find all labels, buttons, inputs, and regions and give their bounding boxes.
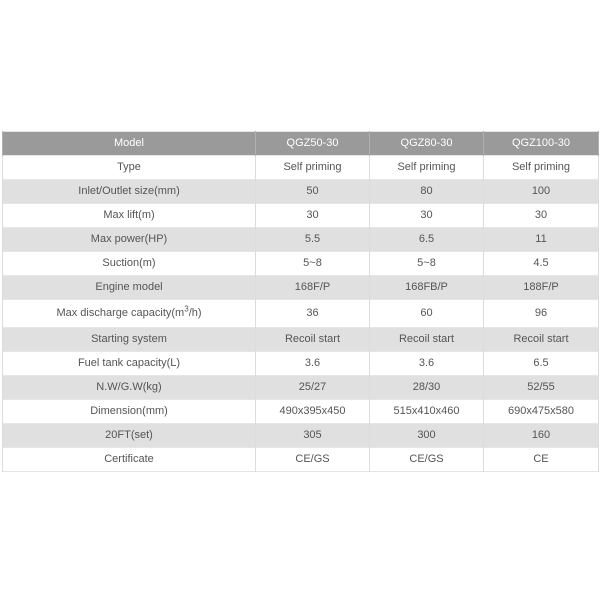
cell: CE/GS: [256, 448, 370, 472]
cell: Recoil start: [256, 328, 370, 352]
cell: 5~8: [256, 252, 370, 276]
cell: 490x395x450: [256, 400, 370, 424]
cell: 3.6: [256, 352, 370, 376]
cell: 50: [256, 180, 370, 204]
cell: 515x410x460: [370, 400, 484, 424]
cell: 96: [484, 300, 599, 328]
cell: Self priming: [256, 156, 370, 180]
row-label: Starting system: [3, 328, 256, 352]
cell: 25/27: [256, 376, 370, 400]
cell: 100: [484, 180, 599, 204]
cell: 28/30: [370, 376, 484, 400]
cell: 80: [370, 180, 484, 204]
table-row-starting-system: [3, 328, 599, 352]
cell: 690x475x580: [484, 400, 599, 424]
cell: CE/GS: [370, 448, 484, 472]
table-row-inlet-outlet-size: [3, 180, 599, 204]
table-row-20ft-set: [3, 424, 599, 448]
header-qgz100-30: QGZ100-30: [484, 132, 599, 156]
row-label: Engine model: [3, 276, 256, 300]
cell: 4.5: [484, 252, 599, 276]
cell: 305: [256, 424, 370, 448]
row-label: 20FT(set): [3, 424, 256, 448]
cell: 300: [370, 424, 484, 448]
row-label: Dimension(mm): [3, 400, 256, 424]
row-label: Type: [3, 156, 256, 180]
row-label-suffix: /h): [188, 307, 202, 319]
table-row-nw-gw: [3, 376, 599, 400]
cell: 52/55: [484, 376, 599, 400]
row-label: Inlet/Outlet size(mm): [3, 180, 256, 204]
cell: 60: [370, 300, 484, 328]
cell: 6.5: [484, 352, 599, 376]
table-row-type: [3, 156, 599, 180]
cell: 168FB/P: [370, 276, 484, 300]
cell: 5.5: [256, 228, 370, 252]
cell: Self priming: [484, 156, 599, 180]
header-model: Model: [3, 132, 256, 156]
cell: 5~8: [370, 252, 484, 276]
cell: Recoil start: [484, 328, 599, 352]
table-row-engine-model: [3, 276, 599, 300]
cell: Self priming: [370, 156, 484, 180]
spec-table: [2, 131, 599, 472]
row-label: Certificate: [3, 448, 256, 472]
cell: 188F/P: [484, 276, 599, 300]
row-label: Suction(m): [3, 252, 256, 276]
table-row-certificate: [3, 448, 599, 472]
cell: 168F/P: [256, 276, 370, 300]
row-label: N.W/G.W(kg): [3, 376, 256, 400]
cell: CE: [484, 448, 599, 472]
row-label: [3, 300, 256, 328]
cell: 30: [370, 204, 484, 228]
superscript-3: 3: [184, 304, 189, 314]
table-row-dimension: [3, 400, 599, 424]
row-label: Fuel tank capacity(L): [3, 352, 256, 376]
header-qgz80-30: QGZ80-30: [370, 132, 484, 156]
table-row-max-power: [3, 228, 599, 252]
cell: 160: [484, 424, 599, 448]
row-label: Max power(HP): [3, 228, 256, 252]
cell: 36: [256, 300, 370, 328]
table-header-row: [3, 132, 599, 156]
table-row-suction: [3, 252, 599, 276]
row-label-text: Max discharge capacity(m: [56, 307, 185, 319]
cell: 3.6: [370, 352, 484, 376]
cell: 30: [256, 204, 370, 228]
cell: 30: [484, 204, 599, 228]
table-row-fuel-tank-capacity: [3, 352, 599, 376]
table-row-max-lift: [3, 204, 599, 228]
header-qgz50-30: QGZ50-30: [256, 132, 370, 156]
cell: Recoil start: [370, 328, 484, 352]
row-label: Max lift(m): [3, 204, 256, 228]
cell: 6.5: [370, 228, 484, 252]
table-row-max-discharge-capacity: [3, 300, 599, 328]
cell: 11: [484, 228, 599, 252]
